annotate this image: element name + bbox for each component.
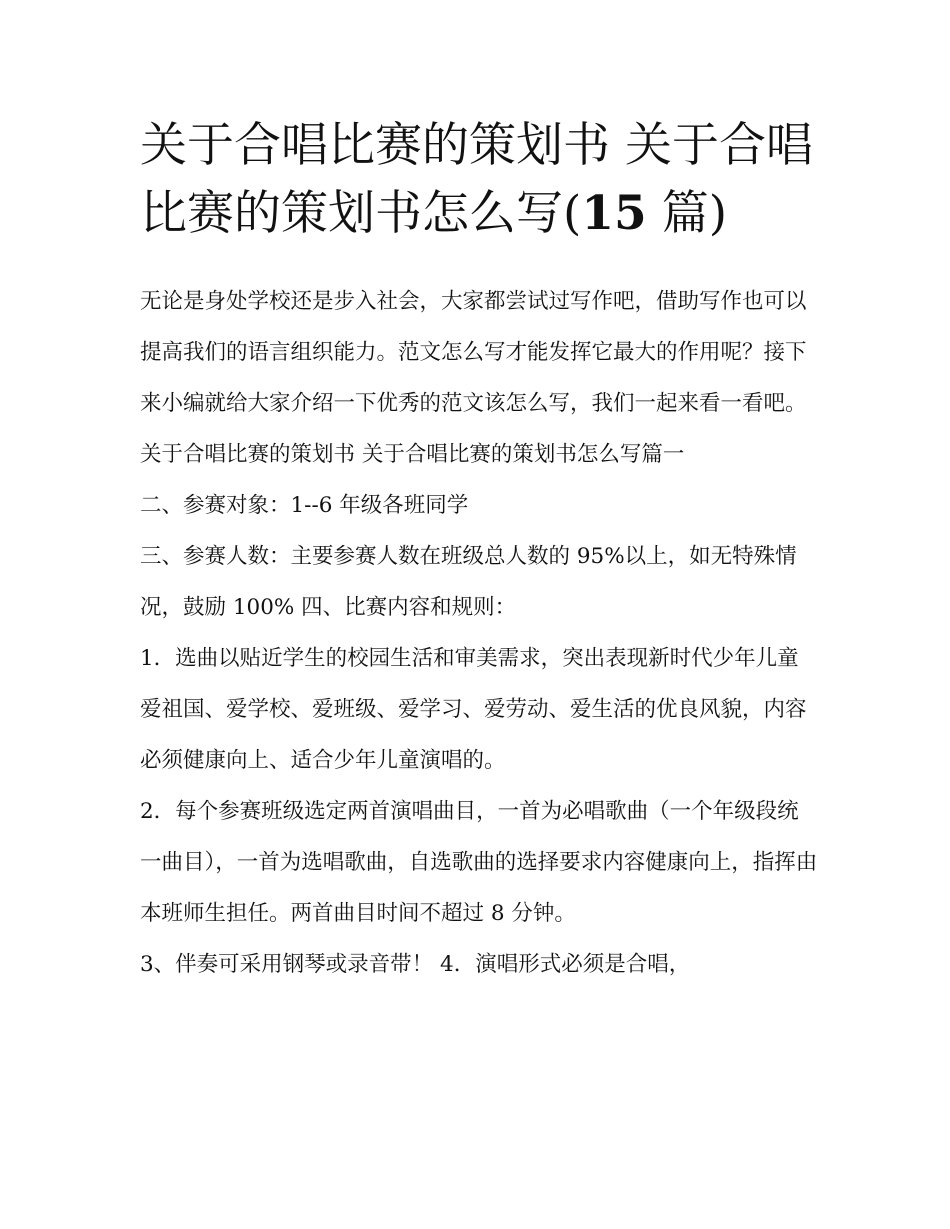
title-suffix: 篇) (646, 186, 728, 241)
paragraph-rule-2: 2．每个参赛班级选定两首演唱曲目，一首为必唱歌曲（一个年级段统一曲目），一首为选唱歌曲，自选歌曲的选择要求内容健康向上，指挥由本班师生担任。两首曲目时间不超过 8 分钟。 (140, 799, 818, 926)
document-body (140, 276, 820, 990)
title-text: 关于合唱比赛的策划书 关于合唱比赛的策划书怎么写( (140, 118, 813, 241)
paragraph-rule-3-4: 3、伴奏可采用钢琴或录音带！ 4．演唱形式必须是合唱， (140, 952, 691, 977)
document-title (140, 112, 820, 248)
paragraph-intro: 无论是身处学校还是步入社会，大家都尝试过写作吧，借助写作也可以提高我们的语言组织能力。范文怎么写才能发挥它最大的作用呢？接下来小编就给大家介绍一下优秀的范文该怎么写，我们一起来看一看吧。 (140, 289, 807, 416)
paragraph-section-heading: 关于合唱比赛的策划书 关于合唱比赛的策划书怎么写篇一 (140, 442, 685, 467)
paragraph-participants: 二、参赛对象：1--6 年级各班同学 (140, 493, 469, 518)
title-count: 15 (581, 186, 647, 241)
paragraph-rule-1: 1．选曲以贴近学生的校园生活和审美需求，突出表现新时代少年儿童爱祖国、爱学校、爱班级、爱学习、爱劳动、爱生活的优良风貌，内容必须健康向上、适合少年儿童演唱的。 (140, 646, 807, 773)
paragraph-participant-count: 三、参赛人数：主要参赛人数在班级总人数的 95%以上，如无特殊情况，鼓励 100% 四、比赛内容和规则： (140, 544, 797, 620)
